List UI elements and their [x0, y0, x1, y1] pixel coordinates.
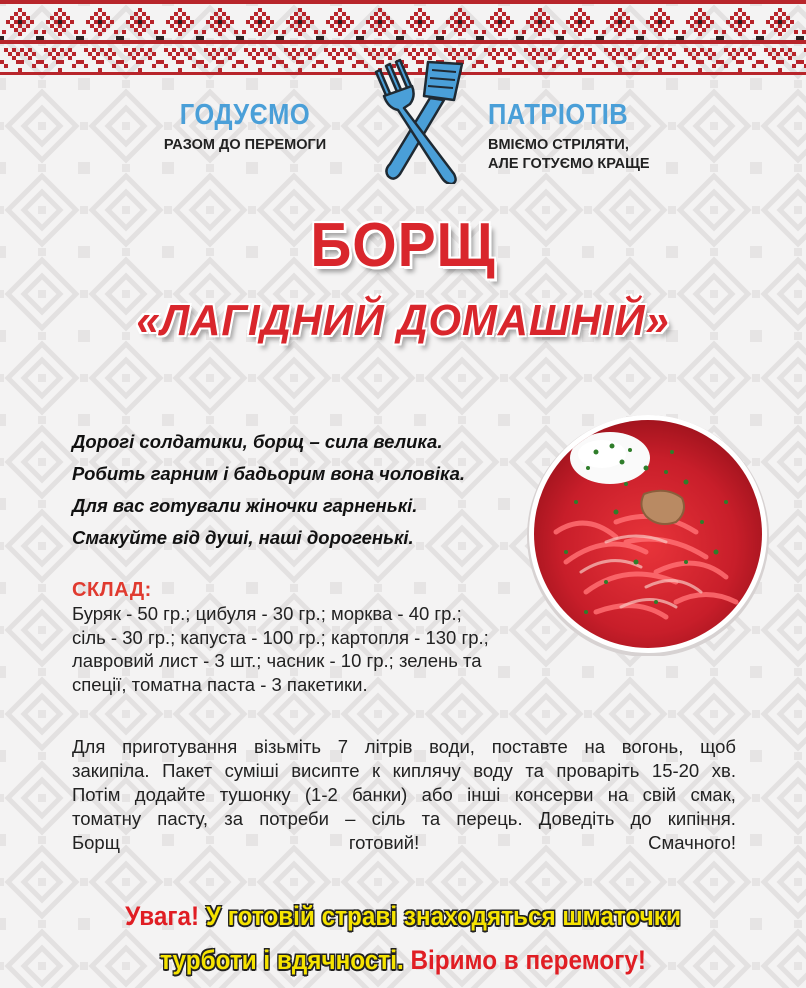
ingredients-line: Буряк - 50 гр.; цибуля - 30 гр.; морква - 40 гр.;	[72, 603, 462, 624]
header-right	[488, 98, 688, 174]
ingredients-line: спеції, томатна паста - 3 пакетики.	[72, 673, 368, 695]
poem-line: Смакуйте від душі, наші дорогенькі.	[72, 527, 414, 548]
poem-line: Дорогі солдатики, борщ – сила велика.	[72, 431, 443, 452]
ingredients-heading: СКЛАД:	[72, 579, 152, 601]
footer-line-1	[40, 894, 765, 938]
header-left-subtitle: РАЗОМ ДО ПЕРЕМОГИ	[163, 137, 327, 153]
instructions-line: Для приготування візьміть 7 літрів води, поставте на вогонь, щоб	[72, 736, 736, 757]
ingredients-section	[72, 578, 572, 696]
footer-victory: Віримо в перемогу!	[410, 945, 646, 975]
header-left	[140, 98, 350, 155]
instructions-line: закипіла. Пакет суміші висипте к киплячу воду та проваріть 15-20 хв.	[72, 760, 736, 781]
footer-line-2	[40, 938, 765, 982]
instructions-line: Потім додайте тушонку (1-2 банки) або інші консерви на свій смак,	[72, 784, 736, 805]
header-right-subtitle-2: АЛЕ ГОТУЄМО КРАЩЕ	[488, 156, 650, 172]
footer-message-1: У готовій страві знаходяться шматочки	[205, 901, 681, 931]
fork-and-spatula-icon	[370, 56, 480, 184]
footer-message-2: турботи і вдячності.	[160, 945, 404, 975]
ingredients-line: лавровий лист - 3 шт.; часник - 10 гр.; зелень та	[72, 650, 482, 671]
poem	[72, 426, 532, 554]
page-subtitle: «ЛАГІДНИЙ ДОМАШНІЙ»	[136, 296, 670, 345]
instructions-line: Борщ готовий! Смачного!	[72, 832, 736, 853]
header-left-title: ГОДУЄМО	[179, 99, 311, 131]
footer-slogan	[0, 894, 806, 982]
ingredients-line: сіль - 30 гр.; капуста - 100 гр.; картопля - 130 гр.;	[72, 626, 489, 648]
instructions-line: томатну пасту, за потреби – сіль та перець. Доведіть до кипіння.	[72, 808, 736, 829]
footer-attention: Увага!	[125, 901, 200, 931]
page-title: БОРЩ	[310, 211, 496, 280]
header-right-title: ПАТРІОТІВ	[488, 99, 629, 131]
instructions-section	[72, 735, 736, 855]
header-right-subtitle-1: ВМІЄМО СТРІЛЯТИ,	[488, 137, 629, 153]
poem-line: Для вас готували жіночки гарненькі.	[72, 495, 418, 516]
poem-line: Робить гарним і бадьорим вона чоловіка.	[72, 463, 466, 484]
